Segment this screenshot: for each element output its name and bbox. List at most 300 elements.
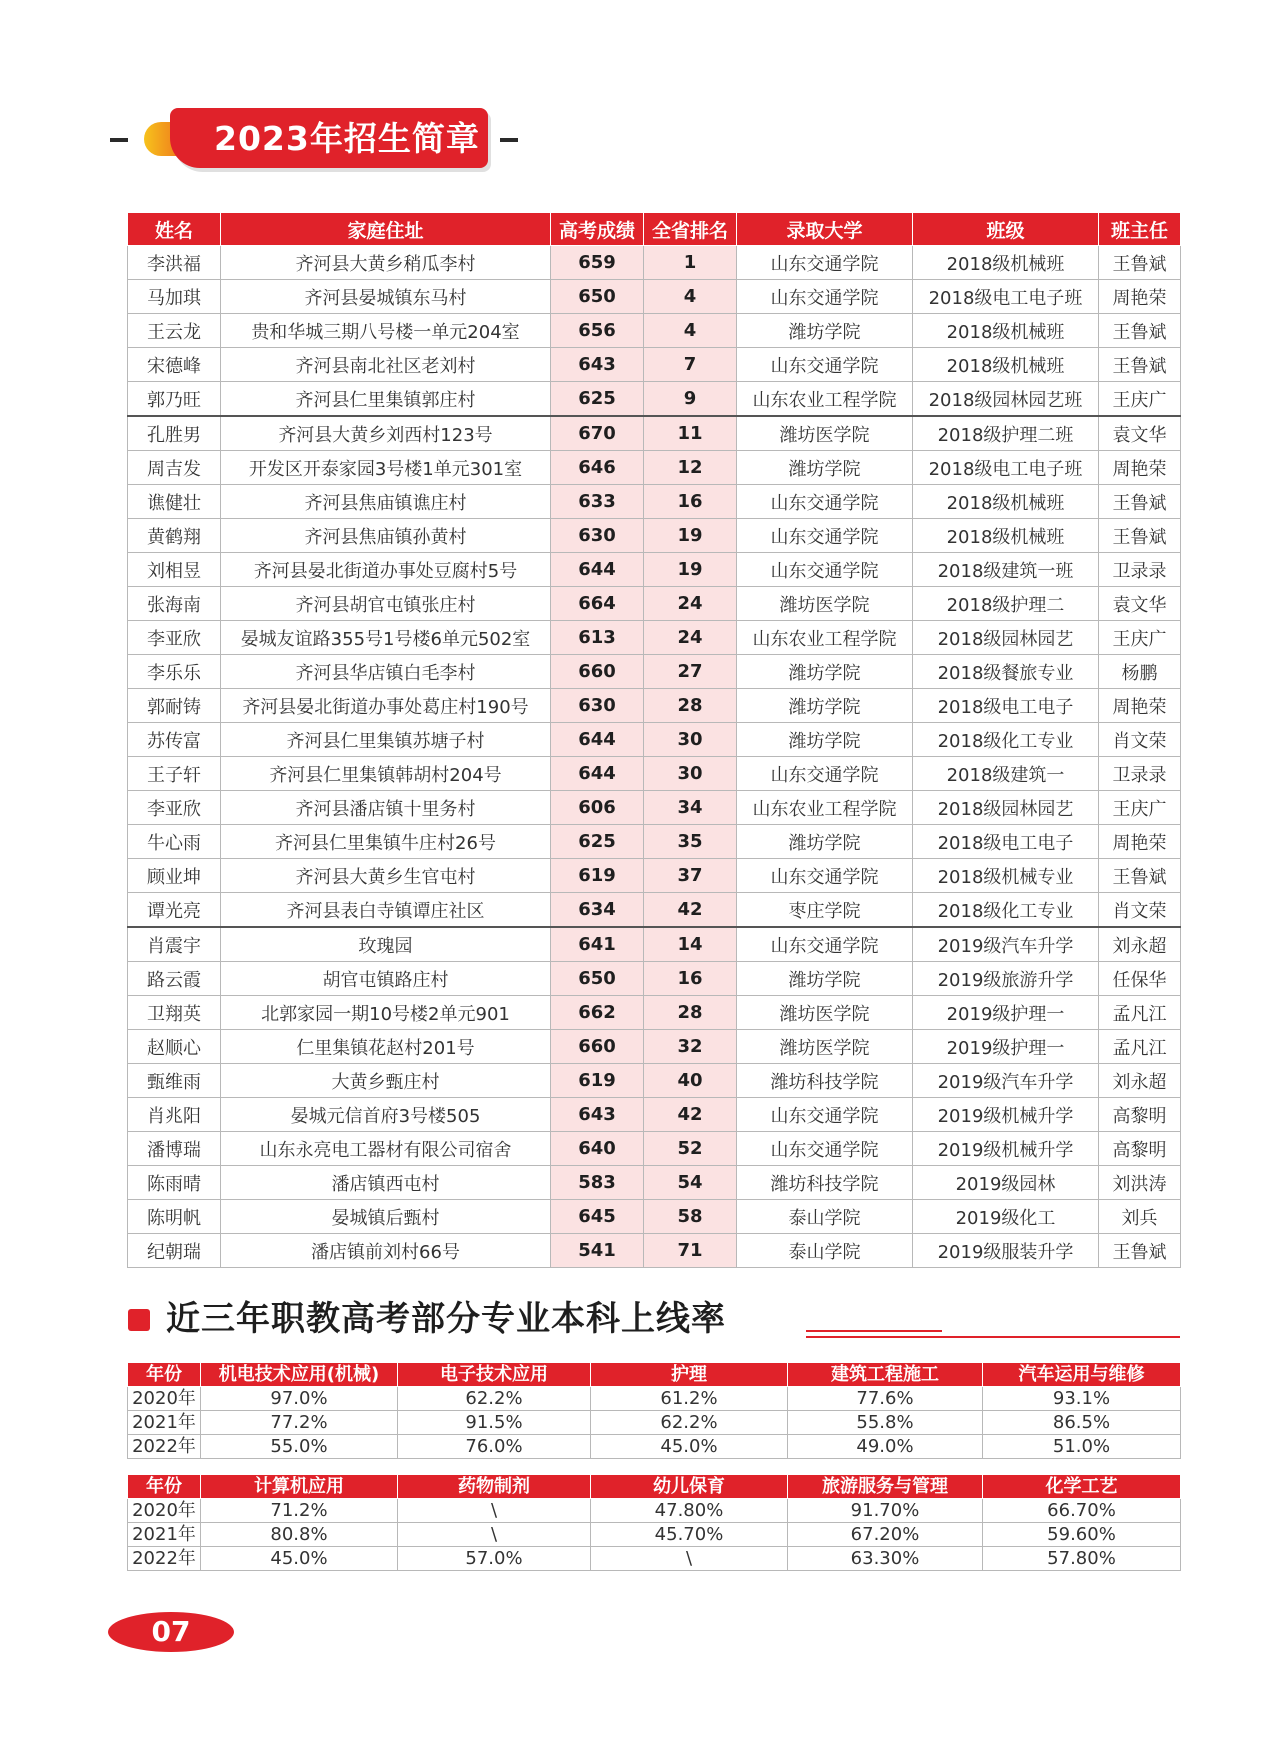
cell-teacher: 孟凡江 <box>1099 996 1181 1030</box>
table-row <box>128 1234 1181 1268</box>
cell-address: 胡官屯镇路庄村 <box>221 962 551 996</box>
cell-rate: \ <box>398 1523 591 1547</box>
cell-score: 541 <box>551 1234 644 1268</box>
cell-address: 齐河县南北社区老刘村 <box>221 348 551 382</box>
cell-rank: 14 <box>644 927 737 962</box>
cell-teacher: 王鲁斌 <box>1099 519 1181 553</box>
table-row <box>128 1166 1181 1200</box>
cell-name: 郭乃旺 <box>128 382 221 417</box>
cell-teacher: 王鲁斌 <box>1099 246 1181 280</box>
cell-address: 齐河县晏北街道办事处葛庄村190号 <box>221 689 551 723</box>
cell-teacher: 王庆广 <box>1099 621 1181 655</box>
cell-rank: 16 <box>644 485 737 519</box>
cell-teacher: 周艳荣 <box>1099 280 1181 314</box>
table-row <box>128 791 1181 825</box>
cell-address: 晏城元信首府3号楼505 <box>221 1098 551 1132</box>
table-row <box>128 1064 1181 1098</box>
col-header-score: 高考成绩 <box>551 213 644 246</box>
cell-class: 2018级电工电子班 <box>913 280 1099 314</box>
cell-class: 2019级旅游升学 <box>913 962 1099 996</box>
cell-score: 645 <box>551 1200 644 1234</box>
cell-name: 谯健壮 <box>128 485 221 519</box>
cell-score: 660 <box>551 655 644 689</box>
cell-class: 2018级机械班 <box>913 246 1099 280</box>
cell-score: 633 <box>551 485 644 519</box>
cell-address: 齐河县晏北街道办事处豆腐村5号 <box>221 553 551 587</box>
cell-class: 2018级电工电子班 <box>913 451 1099 485</box>
table-row <box>128 655 1181 689</box>
cell-rank: 11 <box>644 416 737 451</box>
cell-rate: 57.80% <box>983 1547 1181 1571</box>
cell-score: 625 <box>551 382 644 417</box>
cell-teacher: 王鲁斌 <box>1099 348 1181 382</box>
cell-score: 619 <box>551 859 644 893</box>
cell-teacher: 周艳荣 <box>1099 825 1181 859</box>
cell-rate: 77.2% <box>201 1411 398 1435</box>
cell-rate: 59.60% <box>983 1523 1181 1547</box>
cell-address: 齐河县大黄乡稍瓜李村 <box>221 246 551 280</box>
cell-year: 2020年 <box>128 1499 201 1523</box>
cell-name: 李洪福 <box>128 246 221 280</box>
col-header-rank: 全省排名 <box>644 213 737 246</box>
cell-address: 齐河县仁里集镇韩胡村204号 <box>221 757 551 791</box>
cell-university: 山东交通学院 <box>737 519 913 553</box>
col-header-major: 建筑工程施工 <box>788 1363 983 1387</box>
cell-class: 2018级机械班 <box>913 485 1099 519</box>
cell-year: 2022年 <box>128 1435 201 1459</box>
col-header-major: 电子技术应用 <box>398 1363 591 1387</box>
cell-teacher: 肖文荣 <box>1099 723 1181 757</box>
cell-year: 2021年 <box>128 1523 201 1547</box>
col-header-major: 汽车运用与维修 <box>983 1363 1181 1387</box>
table-row <box>128 1132 1181 1166</box>
cell-teacher: 王鲁斌 <box>1099 1234 1181 1268</box>
cell-class: 2019级护理一 <box>913 1030 1099 1064</box>
table-row <box>128 757 1181 791</box>
table-row <box>128 519 1181 553</box>
cell-rate: 86.5% <box>983 1411 1181 1435</box>
table-header-row <box>128 1363 1181 1387</box>
cell-teacher: 刘永超 <box>1099 927 1181 962</box>
table-row <box>128 382 1181 417</box>
cell-university: 山东交通学院 <box>737 485 913 519</box>
cell-class: 2018级建筑一班 <box>913 553 1099 587</box>
cell-rank: 52 <box>644 1132 737 1166</box>
cell-rank: 71 <box>644 1234 737 1268</box>
table-row <box>128 621 1181 655</box>
cell-teacher: 肖文荣 <box>1099 893 1181 928</box>
section-underline <box>806 1330 942 1332</box>
cell-university: 山东交通学院 <box>737 757 913 791</box>
col-header-major: 幼儿保育 <box>591 1475 788 1499</box>
cell-year: 2021年 <box>128 1411 201 1435</box>
table-row <box>128 451 1181 485</box>
cell-score: 670 <box>551 416 644 451</box>
cell-address: 齐河县胡官屯镇张庄村 <box>221 587 551 621</box>
table-row <box>128 416 1181 451</box>
cell-score: 659 <box>551 246 644 280</box>
cell-address: 齐河县晏城镇东马村 <box>221 280 551 314</box>
cell-class: 2019级护理一 <box>913 996 1099 1030</box>
cell-name: 苏传富 <box>128 723 221 757</box>
table-row <box>128 825 1181 859</box>
cell-university: 潍坊学院 <box>737 689 913 723</box>
cell-class: 2019级机械升学 <box>913 1098 1099 1132</box>
cell-rank: 4 <box>644 280 737 314</box>
cell-rate: 93.1% <box>983 1387 1181 1411</box>
cell-score: 644 <box>551 723 644 757</box>
cell-rate: 91.70% <box>788 1499 983 1523</box>
cell-university: 潍坊科技学院 <box>737 1166 913 1200</box>
cell-score: 664 <box>551 587 644 621</box>
cell-class: 2018级园林园艺 <box>913 791 1099 825</box>
cell-name: 孔胜男 <box>128 416 221 451</box>
cell-rank: 28 <box>644 689 737 723</box>
cell-name: 黄鹤翔 <box>128 519 221 553</box>
cell-name: 陈雨晴 <box>128 1166 221 1200</box>
cell-teacher: 任保华 <box>1099 962 1181 996</box>
cell-teacher: 王鲁斌 <box>1099 485 1181 519</box>
cell-score: 660 <box>551 1030 644 1064</box>
cell-address: 潘店镇西屯村 <box>221 1166 551 1200</box>
cell-rate: 55.8% <box>788 1411 983 1435</box>
cell-score: 643 <box>551 348 644 382</box>
cell-class: 2019级汽车升学 <box>913 927 1099 962</box>
cell-address: 晏城镇后甄村 <box>221 1200 551 1234</box>
cell-rank: 54 <box>644 1166 737 1200</box>
cell-university: 潍坊学院 <box>737 962 913 996</box>
cell-address: 北郭家园一期10号楼2单元901 <box>221 996 551 1030</box>
table-row <box>128 1200 1181 1234</box>
cell-rate: 91.5% <box>398 1411 591 1435</box>
col-header-major: 计算机应用 <box>201 1475 398 1499</box>
table-row <box>128 1030 1181 1064</box>
cell-class: 2018级园林园艺 <box>913 621 1099 655</box>
cell-name: 周吉发 <box>128 451 221 485</box>
cell-teacher: 王鲁斌 <box>1099 859 1181 893</box>
cell-name: 王子轩 <box>128 757 221 791</box>
cell-rank: 19 <box>644 519 737 553</box>
cell-score: 606 <box>551 791 644 825</box>
cell-rate: 55.0% <box>201 1435 398 1459</box>
cell-name: 牛心雨 <box>128 825 221 859</box>
cell-score: 583 <box>551 1166 644 1200</box>
cell-class: 2018级机械班 <box>913 314 1099 348</box>
cell-university: 潍坊医学院 <box>737 996 913 1030</box>
cell-teacher: 袁文华 <box>1099 587 1181 621</box>
cell-rate: 49.0% <box>788 1435 983 1459</box>
cell-rate: 67.20% <box>788 1523 983 1547</box>
cell-university: 山东交通学院 <box>737 1098 913 1132</box>
cell-rank: 42 <box>644 1098 737 1132</box>
cell-rank: 28 <box>644 996 737 1030</box>
col-header-year: 年份 <box>128 1363 201 1387</box>
cell-university: 山东交通学院 <box>737 927 913 962</box>
cell-class: 2018级化工专业 <box>913 893 1099 928</box>
cell-rate: 76.0% <box>398 1435 591 1459</box>
cell-class: 2018级护理二班 <box>913 416 1099 451</box>
cell-name: 李亚欣 <box>128 791 221 825</box>
cell-teacher: 刘洪涛 <box>1099 1166 1181 1200</box>
cell-name: 宋德峰 <box>128 348 221 382</box>
table-row <box>128 689 1181 723</box>
cell-rate: 61.2% <box>591 1387 788 1411</box>
cell-address: 齐河县大黄乡生官屯村 <box>221 859 551 893</box>
col-header-major: 护理 <box>591 1363 788 1387</box>
cell-rank: 24 <box>644 587 737 621</box>
cell-class: 2018级机械专业 <box>913 859 1099 893</box>
cell-university: 泰山学院 <box>737 1234 913 1268</box>
cell-rate: 51.0% <box>983 1435 1181 1459</box>
cell-teacher: 刘永超 <box>1099 1064 1181 1098</box>
cell-teacher: 王庆广 <box>1099 382 1181 417</box>
cell-name: 纪朝瑞 <box>128 1234 221 1268</box>
pass-rate-table-1 <box>127 1362 1181 1459</box>
page-number: 07 <box>108 1612 234 1652</box>
cell-rate: 45.70% <box>591 1523 788 1547</box>
cell-rate: 62.2% <box>591 1411 788 1435</box>
cell-rate: 77.6% <box>788 1387 983 1411</box>
cell-rank: 34 <box>644 791 737 825</box>
cell-name: 谭光亮 <box>128 893 221 928</box>
cell-name: 路云霞 <box>128 962 221 996</box>
table-row <box>128 996 1181 1030</box>
cell-university: 山东交通学院 <box>737 859 913 893</box>
table-row <box>128 348 1181 382</box>
cell-class: 2018级化工专业 <box>913 723 1099 757</box>
table-row <box>128 280 1181 314</box>
cell-rate: 45.0% <box>591 1435 788 1459</box>
table-row <box>128 1387 1181 1411</box>
cell-university: 潍坊学院 <box>737 723 913 757</box>
cell-address: 齐河县潘店镇十里务村 <box>221 791 551 825</box>
table-header-row <box>128 213 1181 246</box>
col-header-address: 家庭住址 <box>221 213 551 246</box>
cell-university: 潍坊医学院 <box>737 1030 913 1064</box>
cell-name: 刘相昱 <box>128 553 221 587</box>
cell-rank: 35 <box>644 825 737 859</box>
cell-address: 山东永亮电工器材有限公司宿舍 <box>221 1132 551 1166</box>
col-header-university: 录取大学 <box>737 213 913 246</box>
cell-university: 山东农业工程学院 <box>737 621 913 655</box>
header-dash-right <box>500 138 518 142</box>
cell-teacher: 孟凡江 <box>1099 1030 1181 1064</box>
cell-name: 卫翔英 <box>128 996 221 1030</box>
cell-name: 郭耐铸 <box>128 689 221 723</box>
cell-rank: 24 <box>644 621 737 655</box>
cell-rank: 4 <box>644 314 737 348</box>
cell-rank: 32 <box>644 1030 737 1064</box>
cell-score: 650 <box>551 280 644 314</box>
cell-class: 2018级建筑一 <box>913 757 1099 791</box>
page-title: 2023年招生简章 <box>214 119 480 158</box>
cell-rate: \ <box>591 1547 788 1571</box>
cell-teacher: 杨鹏 <box>1099 655 1181 689</box>
table-row <box>128 1098 1181 1132</box>
table-row <box>128 1523 1181 1547</box>
col-header-major: 化学工艺 <box>983 1475 1181 1499</box>
cell-score: 625 <box>551 825 644 859</box>
cell-university: 山东交通学院 <box>737 280 913 314</box>
cell-name: 张海南 <box>128 587 221 621</box>
cell-class: 2018级园林园艺班 <box>913 382 1099 417</box>
cell-university: 潍坊学院 <box>737 314 913 348</box>
cell-score: 646 <box>551 451 644 485</box>
cell-university: 潍坊医学院 <box>737 416 913 451</box>
pass-rate-table-2 <box>127 1474 1181 1571</box>
cell-score: 650 <box>551 962 644 996</box>
cell-class: 2019级汽车升学 <box>913 1064 1099 1098</box>
cell-class: 2018级护理二 <box>913 587 1099 621</box>
cell-score: 643 <box>551 1098 644 1132</box>
cell-address: 仁里集镇花赵村201号 <box>221 1030 551 1064</box>
cell-teacher: 周艳荣 <box>1099 451 1181 485</box>
cell-address: 开发区开泰家园3号楼1单元301室 <box>221 451 551 485</box>
cell-address: 齐河县焦庙镇谯庄村 <box>221 485 551 519</box>
table-row <box>128 1435 1181 1459</box>
cell-name: 李乐乐 <box>128 655 221 689</box>
cell-score: 656 <box>551 314 644 348</box>
col-header-teacher: 班主任 <box>1099 213 1181 246</box>
table-row <box>128 587 1181 621</box>
cell-rate: 66.70% <box>983 1499 1181 1523</box>
cell-class: 2018级餐旅专业 <box>913 655 1099 689</box>
cell-university: 潍坊学院 <box>737 451 913 485</box>
cell-class: 2018级机械班 <box>913 519 1099 553</box>
cell-university: 山东农业工程学院 <box>737 382 913 417</box>
cell-score: 641 <box>551 927 644 962</box>
cell-teacher: 王鲁斌 <box>1099 314 1181 348</box>
cell-university: 潍坊科技学院 <box>737 1064 913 1098</box>
col-header-year: 年份 <box>128 1475 201 1499</box>
cell-rank: 42 <box>644 893 737 928</box>
cell-rank: 30 <box>644 757 737 791</box>
cell-name: 王云龙 <box>128 314 221 348</box>
cell-rank: 27 <box>644 655 737 689</box>
table-row <box>128 1411 1181 1435</box>
cell-university: 枣庄学院 <box>737 893 913 928</box>
cell-score: 630 <box>551 689 644 723</box>
cell-name: 肖震宇 <box>128 927 221 962</box>
cell-teacher: 袁文华 <box>1099 416 1181 451</box>
table-row <box>128 927 1181 962</box>
admissions-table <box>127 212 1181 1268</box>
cell-rate: 71.2% <box>201 1499 398 1523</box>
cell-class: 2018级电工电子 <box>913 689 1099 723</box>
cell-university: 山东交通学院 <box>737 348 913 382</box>
cell-teacher: 卫录录 <box>1099 757 1181 791</box>
cell-year: 2022年 <box>128 1547 201 1571</box>
cell-rank: 16 <box>644 962 737 996</box>
cell-address: 齐河县焦庙镇孙黄村 <box>221 519 551 553</box>
cell-address: 齐河县仁里集镇苏塘子村 <box>221 723 551 757</box>
cell-year: 2020年 <box>128 1387 201 1411</box>
cell-university: 泰山学院 <box>737 1200 913 1234</box>
cell-teacher: 高黎明 <box>1099 1098 1181 1132</box>
table-row <box>128 893 1181 928</box>
cell-address: 齐河县华店镇白毛李村 <box>221 655 551 689</box>
cell-score: 613 <box>551 621 644 655</box>
cell-name: 李亚欣 <box>128 621 221 655</box>
cell-university: 潍坊学院 <box>737 825 913 859</box>
cell-rate: \ <box>398 1499 591 1523</box>
col-header-class: 班级 <box>913 213 1099 246</box>
cell-university: 山东交通学院 <box>737 1132 913 1166</box>
cell-teacher: 王庆广 <box>1099 791 1181 825</box>
table-header-row <box>128 1475 1181 1499</box>
cell-score: 619 <box>551 1064 644 1098</box>
cell-teacher: 周艳荣 <box>1099 689 1181 723</box>
cell-rate: 63.30% <box>788 1547 983 1571</box>
cell-score: 644 <box>551 757 644 791</box>
table-row <box>128 859 1181 893</box>
cell-rank: 19 <box>644 553 737 587</box>
col-header-major: 机电技术应用(机械) <box>201 1363 398 1387</box>
cell-address: 晏城友谊路355号1号楼6单元502室 <box>221 621 551 655</box>
cell-university: 潍坊学院 <box>737 655 913 689</box>
table-row <box>128 485 1181 519</box>
cell-score: 644 <box>551 553 644 587</box>
table-row <box>128 962 1181 996</box>
cell-teacher: 刘兵 <box>1099 1200 1181 1234</box>
table-row <box>128 553 1181 587</box>
cell-rate: 45.0% <box>201 1547 398 1571</box>
cell-name: 马加琪 <box>128 280 221 314</box>
cell-address: 齐河县仁里集镇郭庄村 <box>221 382 551 417</box>
cell-class: 2018级机械班 <box>913 348 1099 382</box>
cell-university: 潍坊医学院 <box>737 587 913 621</box>
cell-score: 640 <box>551 1132 644 1166</box>
cell-rate: 97.0% <box>201 1387 398 1411</box>
cell-name: 陈明帆 <box>128 1200 221 1234</box>
cell-class: 2018级电工电子 <box>913 825 1099 859</box>
cell-address: 玫瑰园 <box>221 927 551 962</box>
cell-score: 662 <box>551 996 644 1030</box>
cell-class: 2019级机械升学 <box>913 1132 1099 1166</box>
cell-rate: 80.8% <box>201 1523 398 1547</box>
cell-address: 齐河县表白寺镇谭庄社区 <box>221 893 551 928</box>
cell-address: 齐河县大黄乡刘西村123号 <box>221 416 551 451</box>
section-underline-long <box>806 1336 1180 1338</box>
cell-address: 齐河县仁里集镇牛庄村26号 <box>221 825 551 859</box>
col-header-major: 旅游服务与管理 <box>788 1475 983 1499</box>
cell-rank: 30 <box>644 723 737 757</box>
cell-rate: 62.2% <box>398 1387 591 1411</box>
table-row <box>128 314 1181 348</box>
cell-rank: 9 <box>644 382 737 417</box>
cell-rate: 47.80% <box>591 1499 788 1523</box>
cell-name: 赵顺心 <box>128 1030 221 1064</box>
cell-university: 山东交通学院 <box>737 553 913 587</box>
cell-class: 2019级园林 <box>913 1166 1099 1200</box>
cell-address: 贵和华城三期八号楼一单元204室 <box>221 314 551 348</box>
cell-class: 2019级化工 <box>913 1200 1099 1234</box>
cell-university: 山东交通学院 <box>737 246 913 280</box>
cell-rank: 12 <box>644 451 737 485</box>
table-row <box>128 723 1181 757</box>
cell-rank: 7 <box>644 348 737 382</box>
cell-teacher: 高黎明 <box>1099 1132 1181 1166</box>
cell-name: 甄维雨 <box>128 1064 221 1098</box>
section-marker <box>128 1309 150 1331</box>
cell-name: 潘博瑞 <box>128 1132 221 1166</box>
cell-rate: 57.0% <box>398 1547 591 1571</box>
cell-rank: 58 <box>644 1200 737 1234</box>
col-header-major: 药物制剂 <box>398 1475 591 1499</box>
cell-rank: 1 <box>644 246 737 280</box>
col-header-name: 姓名 <box>128 213 221 246</box>
section-title: 近三年职教高考部分专业本科上线率 <box>166 1299 726 1339</box>
